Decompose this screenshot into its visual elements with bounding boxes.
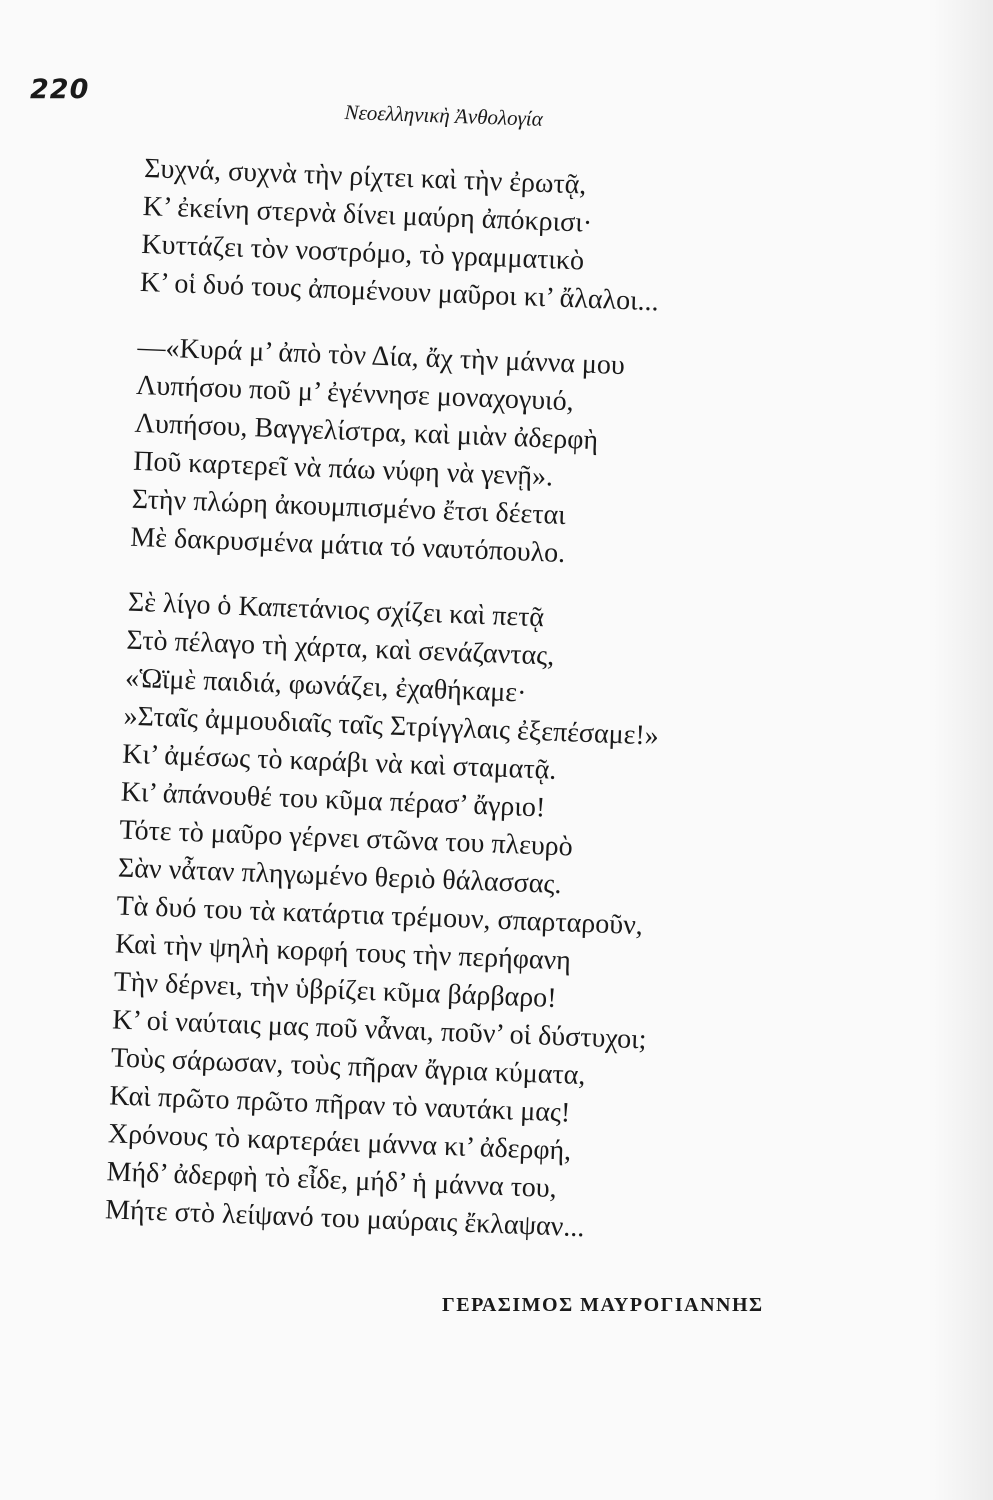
poem-line: Τοὺς σάρωσαν, τοὺς πῆραν ἄγρια κύματα, [110,1042,586,1092]
poem-line: Κ’ οἱ ναύταις μας ποῦ νἆναι, ποῦν’ οἱ δύστυχοι; [111,1004,648,1056]
poem-line: Κι’ ἀπάνουθέ του κῦμα πέρασ’ ἄγριο! [120,776,546,824]
poem-line: «Ὡϊμὲ παιδιά, φωνάζει, ἐχαθήκαμε· [124,662,527,709]
stanza-3 [104,584,768,1254]
page-gutter-shadow [933,0,993,1500]
poem-line: Συχνά, συχνὰ τὴν ρίχτει καὶ τὴν ἐρωτᾷ, [143,152,587,201]
poem-line: Καὶ πρῶτο πρῶτο πῆραν τὸ ναυτάκι μας! [108,1080,571,1129]
stanza-1 [139,150,784,326]
poem-line: Μήτε στὸ λείψανό του μαύραις ἔκλαψαν... [104,1194,585,1244]
stanza-2 [130,329,778,581]
poem-line: Στὴν πλώρη ἀκουμπισμένο ἔτσι δέεται [131,483,567,532]
poem-line: —«Κυρά μ’ ἀπὸ τὸν Δία, ἄχ τὴν μάννα μου [137,331,626,382]
poem-line: Μὲ δακρυσμένα μάτια τό ναυτόπουλο. [129,521,566,570]
poem-body [104,150,784,1253]
poem-line: Λυπήσου ποῦ μ’ ἐγέννησε μοναχογυιό, [135,369,575,418]
author-signature: ΓΕΡΑΣΙΜΟΣ ΜΑΥΡΟΓΙΑΝΝΗΣ [442,1294,764,1316]
poem-line: Ποῦ καρτερεῖ νὰ πάω νύφη νὰ γενῇ». [132,445,554,493]
poem-line: Χρόνους τὸ καρτεράει μάννα κι’ ἀδερφή, [107,1118,572,1167]
poem-line: Σὰν νἆταν πληγωμένο θεριὸ θάλασσας. [117,852,563,901]
poem-line: Κ’ οἱ δυό τους ἀπομένουν μαῦροι κι’ ἄλαλοι... [139,266,660,318]
poem-line: Μήδ’ ἀδερφὴ τὸ εἶδε, μήδ’ ἡ μάννα του, [106,1156,558,1205]
poem-line: Καὶ τὴν ψηλὴ κορφή τους τὴν περήφανη [114,928,572,977]
poem-line: Τὰ δυό του τὰ κατάρτια τρέμουν, σπαρταροῦν, [116,890,644,942]
page-number: 220 [30,74,90,105]
poem-line: Κι’ ἀμέσως τὸ καράβι νὰ καὶ σταματᾷ. [121,738,557,786]
poem-line: Κυττάζει τὸν νοστρόμο, τὸ γραμματικὸ [140,228,585,277]
poem-line: Κ’ ἐκείνη στερνὰ δίνει μαύρη ἀπόκρισι· [142,190,593,239]
poem-line: Τὴν δέρνει, τὴν ὑβρίζει κῦμα βάρβαρο! [113,966,558,1015]
poem-line: Τότε τὸ μαῦρο γέρνει στῶνα του πλευρὸ [118,814,574,863]
running-title: Νεοελληνικὴ Ἀνθολογία [344,100,544,131]
poem-line: Στὸ πέλαγο τὴ χάρτα, καὶ σενάζαντας, [126,624,555,672]
poem-line: Σὲ λίγο ὁ Καπετάνιος σχίζει καὶ πετᾷ [127,586,545,634]
poem-line: Λυπήσου, Βαγγελίστρα, καὶ μιὰν ἀδερφὴ [134,407,599,457]
poem-line: »Σταῖς ἀμμουδιαῖς ταῖς Στρίγγλαις ἐξεπέσαμε!» [123,700,660,752]
